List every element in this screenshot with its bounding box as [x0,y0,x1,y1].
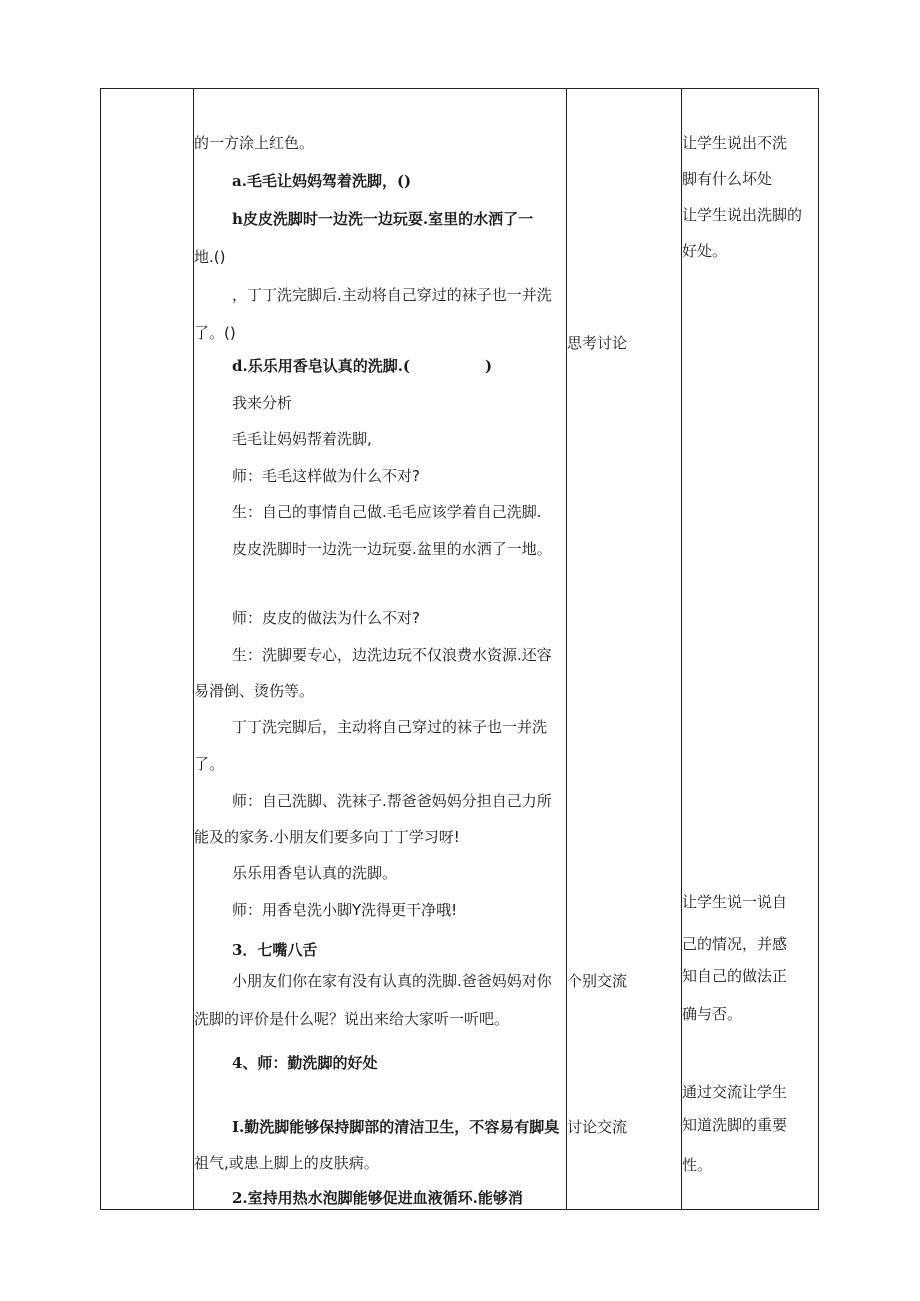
column-divider [566,89,567,1209]
content-line: 易滑倒、烫伤等。 [194,682,315,700]
content-line: 丁丁洗完脚后，主动将自己穿过的袜子也一并洗 [232,718,548,736]
content-line: 生：自己的事情自己做.毛毛应该学着自己洗脚. [232,503,542,521]
content-line: 毛毛让妈妈帮着洗脚, [232,430,372,448]
intent-line: 好处。 [682,242,728,260]
content-line: a.毛毛让妈妈驾着洗脚，() [232,172,412,190]
content-line: 了。() [194,324,236,342]
content-line: 我来分析 [232,394,293,412]
content-line: 2.室持用热水泡脚能够促进血液循环.能够消 [232,1189,523,1207]
content-line: h皮皮洗脚时一边洗一边玩耍.室里的水洒了一 [232,210,534,228]
content-line: 洗脚的评价是什么呢？说出来给大家听一听吧。 [194,1010,510,1028]
intent-line: 让学生说出洗脚的 [682,206,803,224]
content-line: 了。 [194,755,225,773]
content-line: 生：洗脚要专心，边洗边玩不仅浪费水资源.还容 [232,646,552,664]
intent-line: 脚有什么坏处 [682,170,773,188]
content-line: 的一方涂上红色。 [194,134,315,152]
intent-line: 知自己的做法正 [682,967,788,985]
content-line: I.勤洗脚能够保持脚部的清洁卫生，不容易有脚臭 [232,1118,560,1136]
section-heading: 4、师：勤洗脚的好处 [232,1054,378,1072]
content-line: 乐乐用香皂认真的洗脚。 [232,864,398,882]
content-line: d.乐乐用香皂认真的洗脚.( ) [232,357,493,375]
activity-label: 讨论交流 [567,1118,628,1136]
intent-line: 让学生说一说自 [682,893,788,911]
content-line: 能及的家务.小朋友们要多向丁丁学习呀! [194,828,460,846]
intent-line: 通过交流让学生 [682,1083,788,1101]
intent-line: 确与否。 [682,1005,743,1023]
content-line: 师：毛毛这样做为什么不对? [232,467,420,485]
content-line: 师：用香皂洗小脚Y洗得更干净哦! [232,901,458,919]
section-heading: 3．七嘴八舌 [232,941,318,959]
content-line: 地.() [194,248,226,266]
content-line: 师：皮皮的做法为什么不对? [232,609,420,627]
intent-line: 己的情况，并感 [682,935,788,953]
activity-label: 个别交流 [567,972,628,990]
content-line: 师：自己洗脚、洗袜子.帮爸爸妈妈分担自己力所 [232,792,552,810]
content-line: ，丁丁洗完脚后.主动将自己穿过的袜子也一并洗 [232,286,552,304]
activity-label: 思考讨论 [567,334,628,352]
intent-line: 知道洗脚的重要 [682,1116,788,1134]
content-line: 祖气,或患上脚上的皮肤病。 [194,1154,379,1172]
content-line: 皮皮洗脚时一边洗一边玩耍.盆里的水洒了一地。 [232,540,552,558]
intent-line: 让学生说出不洗 [682,134,788,152]
content-line: 小朋友们你在家有没有认真的洗脚.爸爸妈妈对你 [232,972,552,990]
intent-line: 性。 [682,1156,713,1174]
